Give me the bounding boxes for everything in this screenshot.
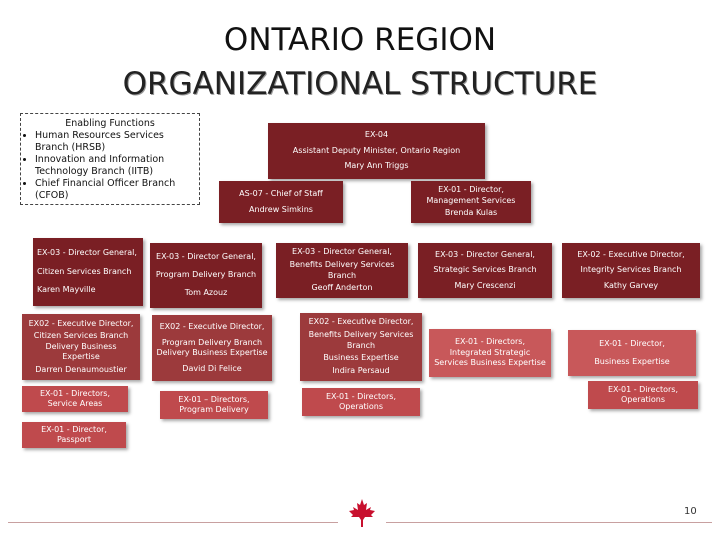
- enabling-item: • Innovation and Information Technology Branch (IITB): [35, 154, 199, 178]
- directors-strategic-title: EX-01 - Directors, Integrated Strategic Services Business Expertise: [434, 337, 546, 368]
- director-integrity-box: [568, 330, 696, 376]
- title-line-1: ONTARIO REGION: [223, 22, 497, 58]
- ed-benefits-title: EX02 - Executive Director,: [308, 317, 414, 327]
- ed-program-name: David Di Felice: [182, 363, 242, 373]
- director-passport-box: [22, 422, 126, 448]
- dg-program-title: EX-03 - Director General,: [156, 252, 256, 262]
- ed-benefits-delivery-box: [300, 313, 422, 381]
- enabling-functions-box: [20, 113, 200, 205]
- director-integrity-title: EX-01 - Director,: [599, 339, 665, 349]
- ed-citizen-services-box: [22, 314, 140, 380]
- adm-title: Assistant Deputy Minister, Ontario Region: [292, 145, 461, 155]
- dg-strategic-services-box: [418, 243, 552, 298]
- ed-integrity-title: EX-02 - Executive Director,: [577, 249, 685, 259]
- directors-strategic-box: [429, 329, 551, 377]
- ed-benefits-name: Indira Persaud: [332, 366, 390, 376]
- dg-benefits-name: Geoff Anderton: [311, 283, 373, 293]
- enabling-heading: Enabling Functions: [65, 118, 155, 129]
- directors-service-areas-title: EX-01 - Directors, Service Areas: [39, 388, 111, 408]
- adm-name: Mary Ann Triggs: [344, 161, 409, 171]
- dg-program-branch: Program Delivery Branch: [155, 270, 257, 280]
- footer-rule-right: [386, 522, 712, 523]
- maple-leaf-icon: [348, 498, 376, 528]
- directors-operations-benefits-title: EX-01 - Directors, Operations: [325, 391, 397, 411]
- directors-operations-integrity-title: EX-01 - Directors, Operations: [607, 384, 679, 404]
- adm-level: EX-04: [364, 130, 389, 140]
- chief-of-staff-box: [219, 181, 343, 223]
- chief-of-staff-title: AS-07 - Chief of Staff: [239, 188, 323, 198]
- director-passport-title: EX-01 - Director, Passport: [41, 424, 107, 444]
- title-line-2: ORGANIZATIONAL STRUCTURE: [122, 66, 598, 102]
- directors-program-delivery-title: EX-01 – Directors, Program Delivery: [178, 394, 250, 414]
- dg-benefits-branch: Benefits Delivery Services Branch: [289, 260, 395, 280]
- ed-program-title: EX02 - Executive Director,: [159, 322, 265, 332]
- directors-program-delivery-box: [160, 391, 268, 419]
- dg-citizen-name: Karen Mayville: [37, 285, 96, 295]
- ed-integrity-services-box: [562, 243, 700, 298]
- enabling-item: • Chief Financial Officer Branch (CFOB): [35, 178, 199, 202]
- dg-citizen-branch: Citizen Services Branch: [37, 266, 132, 276]
- page-number: 10: [684, 506, 697, 517]
- ed-program-branch: Program Delivery Branch Delivery Business Expertise: [156, 337, 268, 357]
- dg-strategic-title: EX-03 - Director General,: [435, 249, 535, 259]
- ed-benefits-line3: Business Expertise: [323, 353, 399, 363]
- dg-program-name: Tom Azouz: [184, 288, 228, 298]
- dg-citizen-title: EX-03 - Director General,: [37, 248, 137, 258]
- chief-of-staff-name: Andrew Simkins: [249, 204, 313, 214]
- dg-citizen-services-box: [33, 238, 143, 306]
- management-services-title: EX-01 - Director, Management Services: [426, 185, 516, 205]
- adm-box: [268, 123, 485, 179]
- management-services-box: [411, 181, 531, 223]
- ed-program-delivery-box: [152, 315, 272, 381]
- directors-operations-benefits-box: [302, 388, 420, 416]
- ed-integrity-branch: Integrity Services Branch: [580, 265, 682, 275]
- ed-citizen-name: Darren Denaumoustier: [35, 365, 127, 375]
- ed-citizen-branch: Citizen Services Branch Delivery Business Expertise: [33, 331, 129, 362]
- director-integrity-branch: Business Expertise: [594, 356, 670, 366]
- enabling-item: • Human Resources Services Branch (HRSB): [35, 130, 199, 154]
- footer-rule-left: [8, 522, 338, 523]
- directors-service-areas-box: [22, 386, 128, 412]
- dg-strategic-branch: Strategic Services Branch: [433, 265, 537, 275]
- dg-strategic-name: Mary Crescenzi: [454, 280, 516, 290]
- ed-integrity-name: Kathy Garvey: [603, 280, 659, 290]
- ed-citizen-title: EX02 - Executive Director,: [28, 318, 134, 328]
- dg-benefits-title: EX-03 - Director General,: [292, 247, 392, 257]
- directors-operations-integrity-box: [588, 381, 698, 409]
- ed-benefits-branch: Benefits Delivery Services Branch: [308, 330, 414, 350]
- dg-program-delivery-box: [150, 243, 262, 308]
- management-services-name: Brenda Kulas: [444, 208, 498, 218]
- dg-benefits-delivery-box: [276, 243, 408, 298]
